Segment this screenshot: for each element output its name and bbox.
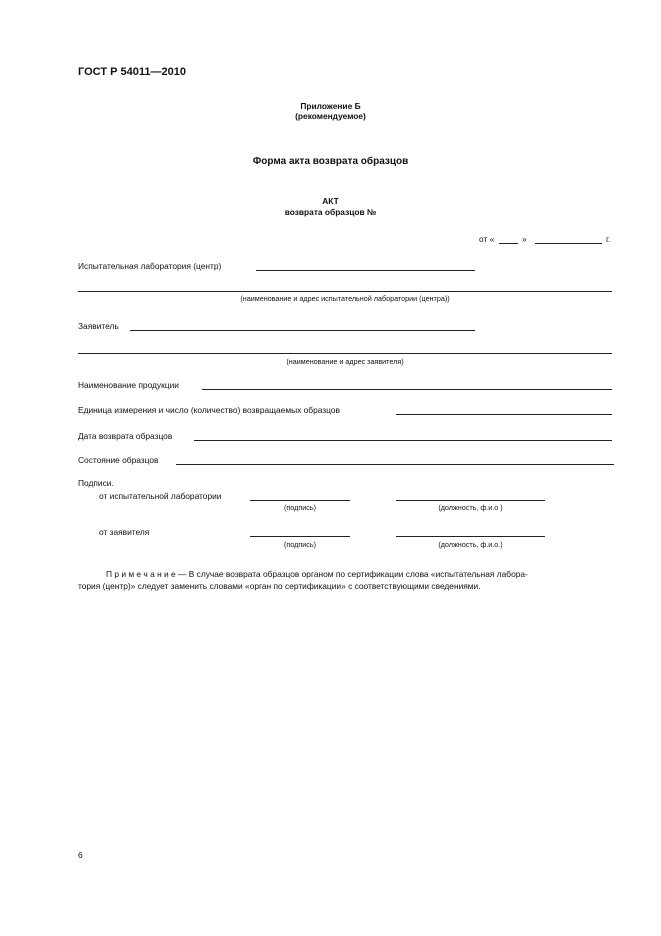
page-number: 6 <box>78 850 83 860</box>
product-label: Наименование продукции <box>78 380 179 390</box>
unit-label: Единица измерения и число (количество) возвращаемых образцов <box>78 405 340 415</box>
date-day-field[interactable] <box>499 243 518 244</box>
state-label: Состояние образцов <box>78 455 159 465</box>
applicant-name-field[interactable] <box>130 330 475 331</box>
signatures-title: Подписи. <box>78 478 114 488</box>
unit-field[interactable] <box>396 414 612 415</box>
lab-label: Испытательная лаборатория (центр) <box>78 261 222 271</box>
lab-signature-label: от испытательной лаборатории <box>99 491 222 501</box>
form-title: Форма акта возврата образцов <box>252 156 409 167</box>
act-title: АКТ <box>322 196 339 206</box>
date-suffix: г. <box>606 234 611 244</box>
note-text-2: тория (центр)» следует заменить словами «орган по сертификации» с соответствующими сведениями. <box>78 581 481 591</box>
lab-address-field[interactable] <box>78 291 612 292</box>
applicant-signature-label: от заявителя <box>99 527 150 537</box>
state-field[interactable] <box>176 464 614 465</box>
lab-sign-caption: (подпись) <box>284 503 316 512</box>
return-date-label: Дата возврата образцов <box>78 431 173 441</box>
note-label: П р и м е ч а н и е — <box>106 569 187 579</box>
lab-caption: (наименование и адрес испытательной лаборатории (центра)) <box>240 294 450 303</box>
applicant-position-caption: (должность, ф.и.о.) <box>438 540 503 549</box>
standard-code: ГОСТ Р 54011—2010 <box>78 66 186 78</box>
appendix-title: Приложение Б <box>300 101 361 111</box>
note-text-1: В случае возврата образцов органом по сертификации слова «испытательная лабора- <box>188 569 528 579</box>
appendix-status: (рекомендуемое) <box>295 111 366 121</box>
lab-name-field[interactable] <box>256 270 475 271</box>
date-prefix: от « <box>479 234 495 244</box>
act-subtitle: возврата образцов № <box>284 207 377 217</box>
applicant-label: Заявитель <box>78 321 119 331</box>
applicant-signature-field[interactable] <box>250 536 350 537</box>
lab-position-field[interactable] <box>396 500 545 501</box>
note-line-1 <box>106 569 528 579</box>
applicant-address-field[interactable] <box>78 353 612 354</box>
return-date-field[interactable] <box>194 440 612 441</box>
product-field[interactable] <box>202 389 612 390</box>
date-mid: » <box>522 234 527 244</box>
applicant-sign-caption: (подпись) <box>284 540 316 549</box>
applicant-position-field[interactable] <box>396 536 545 537</box>
applicant-caption: (наименование и адрес заявителя) <box>286 357 404 366</box>
lab-position-caption: (должность, ф.и.о ) <box>438 503 503 512</box>
lab-signature-field[interactable] <box>250 500 350 501</box>
date-month-field[interactable] <box>535 243 602 244</box>
